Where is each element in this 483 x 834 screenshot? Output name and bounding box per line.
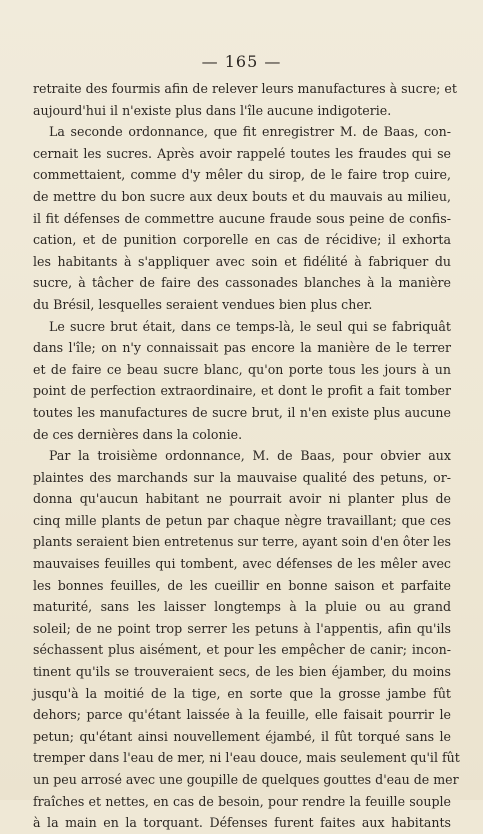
text-line: tremper dans l'eau de mer, ni l'eau douce, mais seulement qu'il fût — [33, 750, 460, 766]
text-line: maturité, sans les laisser longtemps à la pluie ou au grand — [33, 599, 451, 615]
text-line: retraite des fourmis afin de relever leurs manufactures à sucre; et — [33, 81, 457, 96]
text-line: les habitants à s'appliquer avec soin et fidélité à fabriquer du — [33, 253, 451, 269]
text-line: Le sucre brut était, dans ce temps-là, le seul qui se fabriquât — [49, 318, 451, 334]
text-line: soleil; de ne point trop serrer les petuns à l'appentis, afin qu'ils — [33, 620, 451, 636]
text-line: cernait les sucres. Après avoir rappelé toutes les fraudes qui se — [33, 145, 451, 161]
text-line: de mettre du bon sucre aux deux bouts et du mauvais au milieu, — [33, 188, 451, 204]
text-line: sucre, à tâcher de faire des cassonades blanches à la manière — [33, 275, 451, 291]
text-line: dans l'île; on n'y connaissait pas encore la manière de le terrer — [33, 340, 451, 356]
text-line: de ces dernières dans la colonie. — [33, 426, 243, 442]
page-number: — 165 — — [201, 52, 282, 71]
paragraph — [33, 121, 451, 315]
text-line: aujourd'hui il n'existe plus dans l'île aucune indigoterie. — [33, 102, 392, 118]
text-line: un peu arrosé avec une goupille de quelques gouttes d'eau de mer — [33, 772, 459, 787]
text-line: fraîches et nettes, en cas de besoin, pour rendre la feuille souple — [33, 793, 451, 809]
text-line: jusqu'à la moitié de la tige, en sorte que la grosse jambe fût — [33, 685, 451, 701]
text-line: point de perfection extraordinaire, et dont le profit a fait tomber — [33, 383, 451, 399]
text-line: La seconde ordonnance, que fit enregistrer M. de Baas, con- — [49, 124, 451, 140]
text-line: plants seraient bien entretenus sur terre, ayant soin d'en ôter les — [33, 534, 451, 550]
text-line: et de faire ce beau sucre blanc, qu'on porte tous les jours à un — [33, 361, 451, 377]
text-line: tinent qu'ils se trouveraient secs, de les bien éjamber, du moins — [33, 664, 451, 680]
text-line: donna qu'aucun habitant ne pourrait avoir ni planter plus de — [33, 491, 451, 507]
text-line: à la main en la torquant. Défenses furent faites aux habitants — [33, 815, 451, 831]
text-line: cation, et de punition corporelle en cas de récidive; il exhorta — [33, 232, 451, 248]
text-line: cinq mille plants de petun par chaque nègre travaillant; que ces — [33, 512, 451, 528]
text-line: les bonnes feuilles, de les cueillir en bonne saison et parfaite — [33, 577, 451, 593]
text-line: il fit défenses de commettre aucune fraude sous peine de confis- — [33, 210, 451, 226]
text-line: toutes les manufactures de sucre brut, il n'en existe plus aucune — [33, 404, 451, 420]
body-text — [33, 78, 460, 834]
text-line: dehors; parce qu'étant laissée à la feuille, elle faisait pourrir le — [33, 707, 451, 723]
text-line: séchassent plus aisément, et pour les empêcher de canir; incon- — [33, 642, 451, 658]
paragraph — [33, 78, 457, 121]
paragraph — [33, 445, 460, 834]
text-line: commettaient, comme d'y mêler du sirop, de le faire trop cuire, — [33, 167, 451, 183]
paragraph — [33, 316, 451, 446]
text-line: du Brésil, lesquelles seraient vendues bien plus cher. — [33, 296, 373, 312]
text-line: Par la troisième ordonnance, M. de Baas, pour obvier aux — [49, 448, 451, 464]
text-line: petun; qu'étant ainsi nouvellement éjambé, il fût torqué sans le — [33, 728, 451, 744]
text-line: plaintes des marchands sur la mauvaise qualité des petuns, or- — [33, 469, 451, 485]
text-line: mauvaises feuilles qui tombent, avec défenses de les mêler avec — [33, 556, 451, 572]
